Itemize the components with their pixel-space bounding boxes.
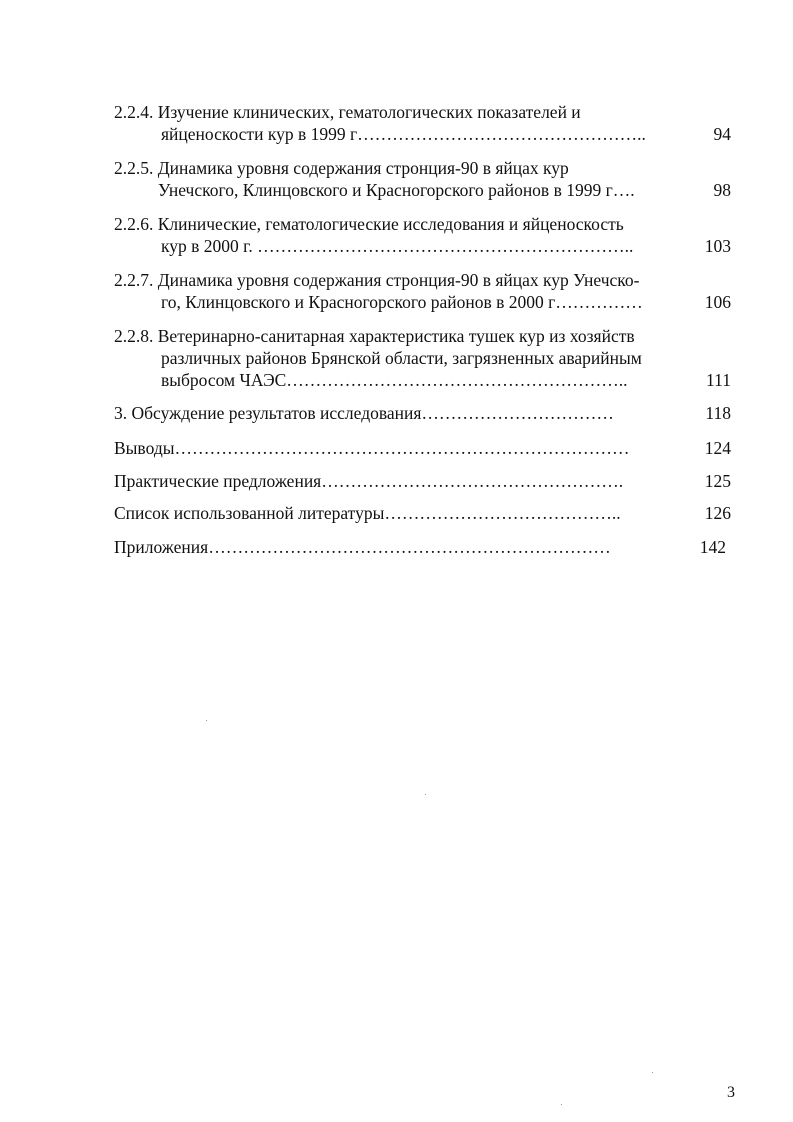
toc-entry-references-line-1: Список использованной литературы………………………………….. (114, 503, 621, 523)
toc-entry-2-2-8-page: 111 (706, 370, 731, 390)
toc-entry-2-2-6-line-2: кур в 2000 г. ……………………………………………………….. (161, 236, 634, 256)
scan-speck (561, 1104, 562, 1105)
toc-entry-3-line-1: 3. Обсуждение результатов исследования…………………………… (114, 403, 614, 423)
toc-entry-2-2-4-page: 94 (713, 124, 731, 144)
toc-entry-2-2-7-line-1: 2.2.7. Динамика уровня содержания стронция-90 в яйцах кур Унечско- (114, 270, 640, 290)
toc-entry-2-2-4-line-2: яйценоскости кур в 1999 г………………………………………….. (161, 124, 646, 144)
toc-entry-conclusions-page: 124 (704, 438, 731, 458)
toc-entry-2-2-5-line-1: 2.2.5. Динамика уровня содержания стронция-90 в яйцах кур (114, 158, 569, 178)
scan-speck (425, 794, 426, 795)
toc-entry-2-2-8-line-2: различных районов Брянской области, загрязненных аварийным (161, 348, 642, 368)
toc-entry-conclusions-line-1: Выводы…………………………………………………………………… (114, 438, 630, 458)
toc-entry-2-2-6-page: 103 (704, 236, 731, 256)
scan-speck (652, 1072, 653, 1073)
toc-entry-2-2-8-line-1: 2.2.8. Ветеринарно-санитарная характеристика тушек кур из хозяйств (114, 326, 635, 346)
toc-entry-2-2-7-page: 106 (704, 292, 731, 312)
page-number: 3 (727, 1084, 735, 1101)
toc-entry-3-page: 118 (705, 403, 731, 423)
toc-entry-2-2-5-page: 98 (713, 180, 731, 200)
toc-entry-appendices-page: 142 (699, 537, 726, 557)
toc-entry-2-2-8-line-3: выбросом ЧАЭС………………………………………………….. (161, 370, 628, 390)
toc-entry-2-2-5-line-2: Унечского, Клинцовского и Красногорского районов в 1999 г…. (158, 180, 635, 200)
toc-entry-2-2-7-line-2: го, Клинцовского и Красногорского районов в 2000 г…………… (161, 292, 643, 312)
toc-entry-references-page: 126 (704, 503, 731, 523)
toc-entry-2-2-4-line-1: 2.2.4. Изучение клинических, гематологических показателей и (114, 102, 581, 122)
scan-speck (206, 720, 207, 721)
toc-entry-appendices-line-1: Приложения…………………………………………………………… (114, 537, 611, 557)
toc-entry-practical-line-1: Практические предложения……………………………………………. (114, 471, 624, 491)
toc-entry-2-2-6-line-1: 2.2.6. Клинические, гематологические исследования и яйценоскость (114, 214, 624, 234)
toc-entry-practical-page: 125 (704, 471, 731, 491)
